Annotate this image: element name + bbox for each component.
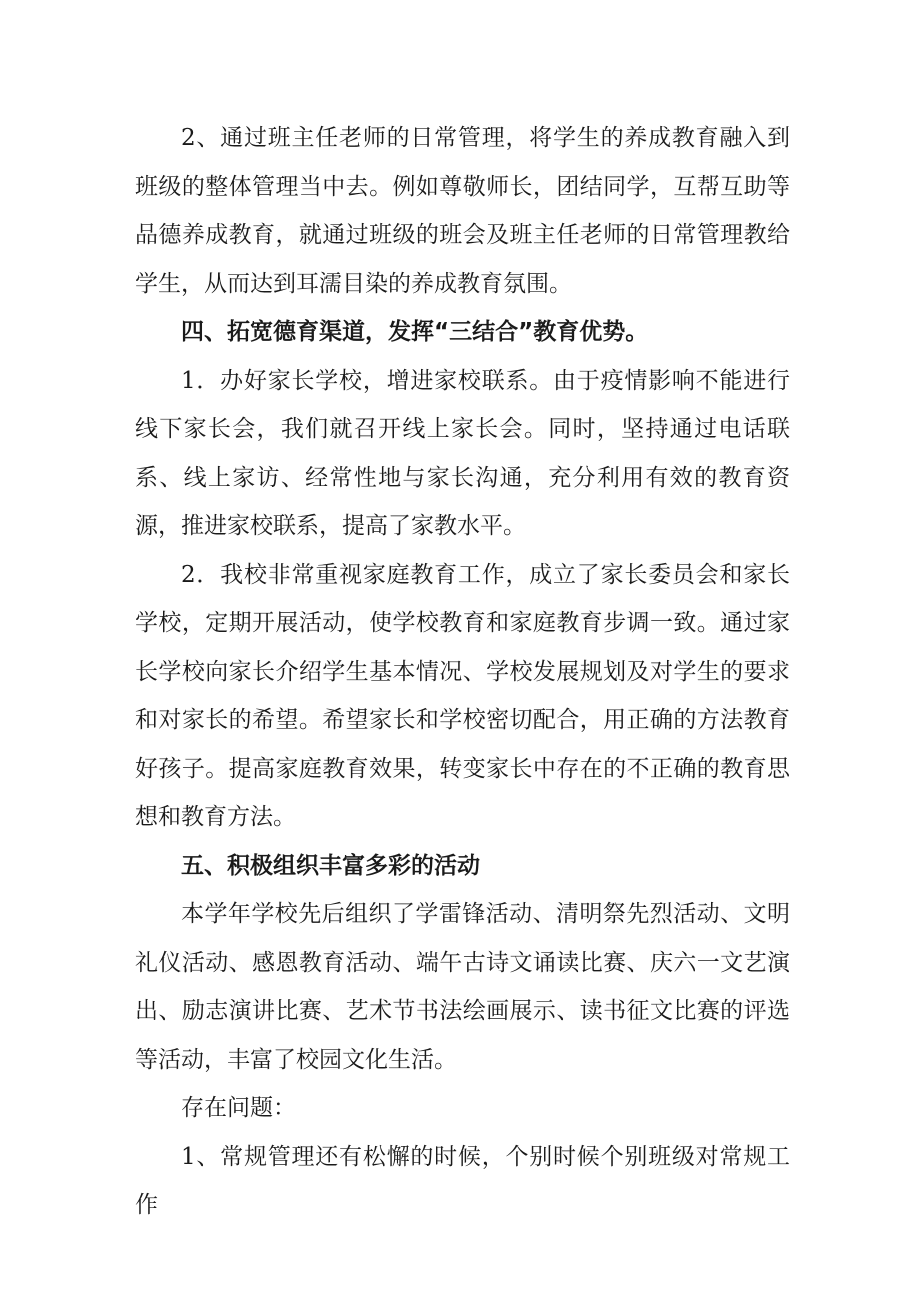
paragraph-parent-school-2: 2．我校非常重视家庭教育工作，成立了家长委员会和家长学校，定期开展活动，使学校教育和家庭教育步调一致。通过家长学校向家长介绍学生基本情况、学校发展规划及对学生的要求和对家长的希望。希望家长和学校密切配合，用正确的方法教育好孩子。提高家庭教育效果，转变家长中存在的不正确的教育思想和教育方法。 xyxy=(135,561,790,830)
paragraph-parent-school-1: 1．办好家长学校，增进家校联系。由于疫情影响不能进行线下家长会，我们就召开线上家长会。同时，坚持通过电话联系、线上家访、经常性地与家长沟通，充分利用有效的教育资源，推进家校联系，提高了家教水平。 xyxy=(135,367,790,539)
paragraph-problems-label: 存在问题： xyxy=(181,1095,296,1121)
paragraph-problem-1: 1、常规管理还有松懈的时候，个别时候个别班级对常规工作 xyxy=(135,1143,790,1218)
paragraph-activities: 本学年学校先后组织了学雷锋活动、清明祭先烈活动、文明礼仪活动、感恩教育活动、端午古诗文诵读比赛、庆六一文艺演出、励志演讲比赛、艺术节书法绘画展示、读书征文比赛的评选等活动，丰富了校园文化生活。 xyxy=(135,901,790,1073)
heading-section-five: 五、积极组织丰富多彩的活动 xyxy=(181,852,480,879)
document-page xyxy=(135,114,790,1230)
paragraph-class-management: 2、通过班主任老师的日常管理，将学生的养成教育融入到班级的整体管理当中去。例如尊敬师长，团结同学，互帮互助等品德养成教育，就通过班级的班会及班主任老师的日常管理教给学生，从而达到耳濡目染的养成教育氛围。 xyxy=(135,125,790,297)
heading-section-four: 四、拓宽德育渠道，发挥“三结合”教育优势。 xyxy=(181,319,649,345)
